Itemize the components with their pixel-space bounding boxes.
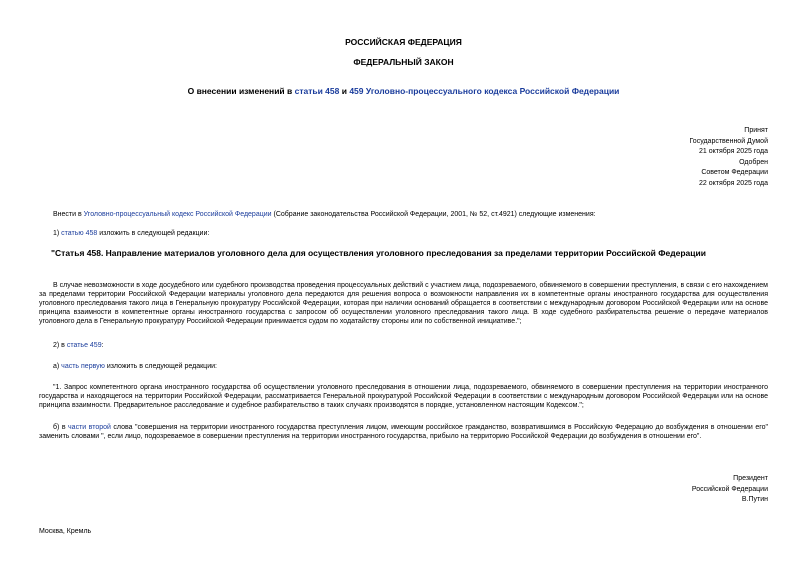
article-458-heading: "Статья 458. Направление материалов уголовного дела для осуществления уголовного преследования за пределами территории Российской Федерации	[51, 248, 706, 258]
adopted-label: Принят	[744, 127, 768, 134]
item-1-suffix: изложить в следующей редакции:	[97, 230, 210, 237]
item-2-prefix: 2) в	[53, 342, 67, 349]
place-of-signing: Москва, Кремль	[39, 528, 92, 535]
article-459-code-link[interactable]: 459 Уголовно-процессуального кодекса Российской Федерации	[349, 86, 620, 96]
item-2b	[39, 423, 768, 441]
approved-label: Одобрен	[739, 158, 768, 166]
adoption-block	[689, 126, 768, 189]
intro-suffix: (Собрание законодательства Российской Федерации, 2001, № 52, ст.4921) следующие изменения:	[271, 211, 596, 218]
part-one-link[interactable]: часть первую	[61, 363, 105, 370]
item-2b-prefix: б) в	[53, 424, 69, 431]
part-1-text: "1. Запрос компетентного органа иностранного государства об осуществлении уголовного преследования в отношении лица, подозреваемого, обвиняемого в совершении преступления на территории иностранного государства и находящегося на территории Российской Федерации, рассматривается Генеральной прокуратурой Российской Федерации в соответствии с международным договором Российской Федерации или на основе принципа взаимности. Предварительное расследование и судебное разбирательство в таких случаях производятся в порядке, установленном настоящим Кодексом.";	[39, 384, 768, 410]
article-458-ref-link[interactable]: статью 458	[61, 230, 98, 237]
law-type-heading: ФЕДЕРАЛЬНЫЙ ЗАКОН	[353, 57, 454, 67]
intro-paragraph	[39, 210, 768, 219]
approved-by: Советом Федерации	[701, 169, 768, 176]
signature-name: В.Путин	[741, 496, 768, 503]
item-1-prefix: 1)	[53, 230, 62, 237]
signature-block	[692, 474, 768, 506]
item-1	[39, 229, 768, 238]
item-2b-suffix: слова "совершения на территории иностранного государства преступления лицом, имеющим российское гражданство, возвратившимся в Российскую Федерацию до возбуждения в отношении его" заменить словами ", если лицо, подозреваемое в совершении преступления на территории иностранного государства, прибыло на территорию Российской Федерации до возбуждения в отношении его".	[39, 424, 768, 441]
item-2-suffix: :	[101, 342, 104, 349]
law-title-and: и	[339, 86, 350, 96]
item-2a	[39, 362, 768, 371]
adopted-by: Государственной Думой	[689, 137, 768, 145]
article-458-link[interactable]: статьи 458	[294, 86, 340, 96]
adopted-date: 21 октября 2025 года	[699, 148, 768, 155]
signature-country: Российской Федерации	[691, 485, 768, 493]
signature-title: Президент	[733, 475, 768, 482]
item-2a-prefix: а)	[53, 363, 62, 370]
law-title-prefix: О внесении изменений в	[187, 86, 295, 96]
approved-date: 22 октября 2025 года	[699, 179, 768, 187]
item-2	[39, 341, 768, 350]
article-459-ref-link[interactable]: статье 459	[66, 342, 102, 349]
intro-prefix: Внести в	[53, 211, 84, 218]
part-two-link[interactable]: части второй	[68, 424, 111, 431]
item-2a-suffix: изложить в следующей редакции:	[104, 363, 217, 370]
article-458-body: В случае невозможности в ходе досудебного или судебного производства проведения процессуальных действий с участием лица, подозреваемого, обвиняемого в совершении преступления, в связи с его нахождением за пределами территории Российской Федерации материалы уголовного дела передаются для решения вопроса о возможности направления их в компетентные органы иностранного государства для осуществления уголовного преследования такого лица в Генеральную прокуратуру Российской Федерации, которая при наличии оснований обращается в соответствии с международным договором Российской Федерации или на основе принципа взаимности в компетентные органы иностранного государства с запросом об осуществлении уголовного преследования такого лица. В ходе судебного разбирательства решение о передаче материалов уголовного дела в Генеральную прокуратуру Российской Федерации принимается судом по ходатайству стороны или по собственной инициативе.";	[39, 282, 768, 326]
upk-link[interactable]: Уголовно-процессуальный кодекс Российской Федерации	[83, 211, 272, 218]
law-title	[0, 86, 807, 97]
country-heading: РОССИЙСКАЯ ФЕДЕРАЦИЯ	[345, 37, 462, 47]
